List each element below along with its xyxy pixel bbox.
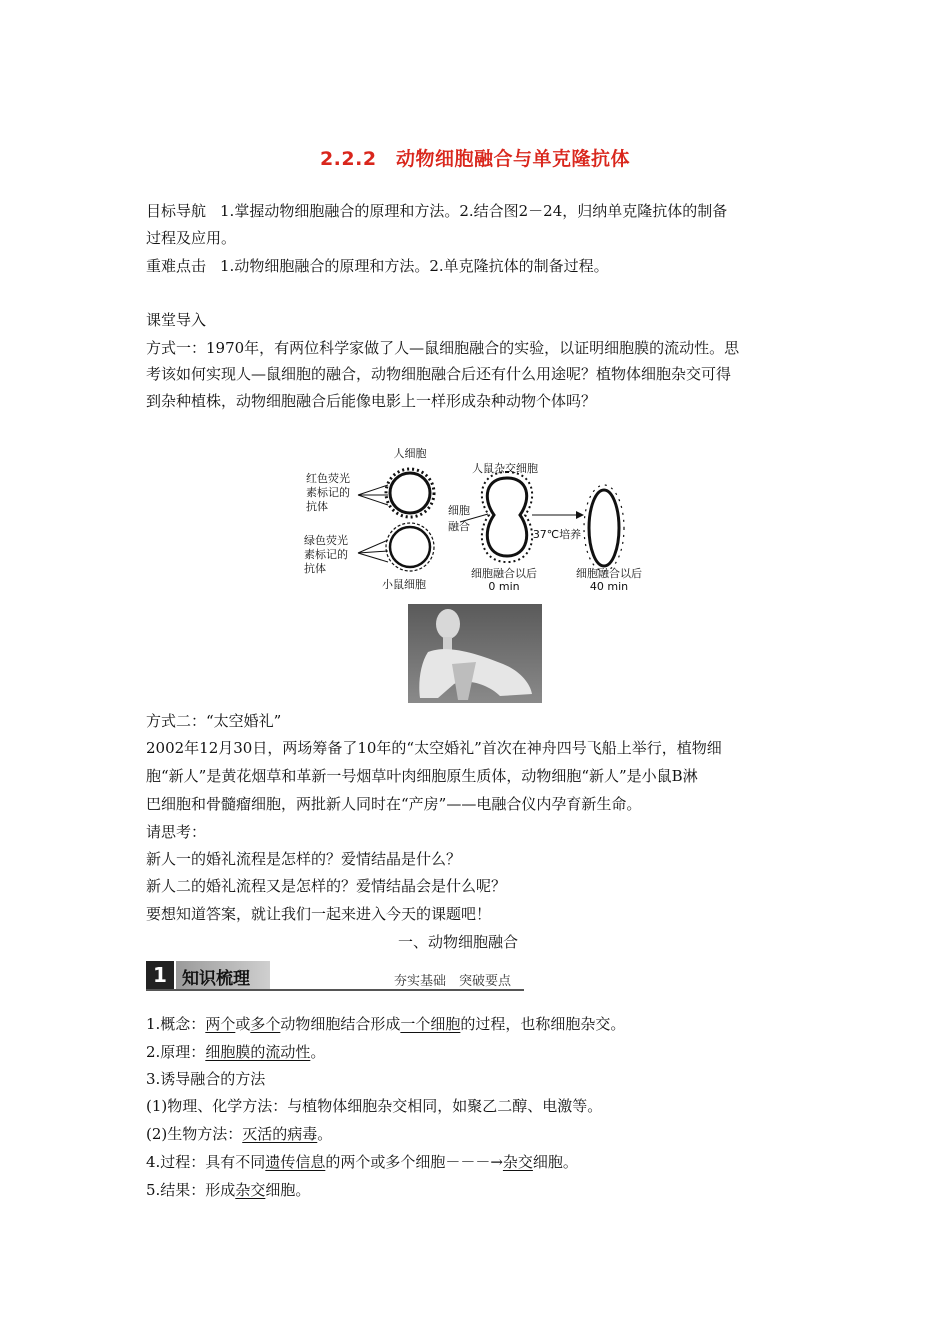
method-heading: 3.诱导融合的方法 [146, 1070, 266, 1088]
hybrid-cell-label: 人鼠杂交细胞 [472, 462, 538, 475]
goals-line-1 [146, 201, 816, 221]
after-0-label: 细胞融合以后 [471, 567, 537, 580]
way2-line-1: 2002年12月30日，两场筹备了10年的“太空婚礼”首次在神舟四号飞船上举行，植物细 [146, 739, 722, 757]
method-2-pre: (2)生物方法： [146, 1125, 243, 1143]
concept-answer-2: 多个 [250, 1015, 281, 1033]
concept-mid-1: 或 [235, 1015, 251, 1033]
alien-figure-photo [408, 604, 542, 703]
process-line [146, 1152, 816, 1172]
key-points-text: 1.动物细胞融合的原理和方法。2.单克隆抗体的制备过程。 [220, 257, 609, 275]
method-1-line: (1)物理、化学方法：与植物体细胞杂交相同，如聚乙二醇、电激等。 [146, 1097, 603, 1115]
way2-heading: 方式二：“太空婚礼” [146, 712, 282, 730]
way2-line-2: 胞“新人”是黄花烟草和革新一号烟草叶肉细胞原生质体，动物细胞“新人”是小鼠B淋 [146, 767, 698, 785]
concept-answer-1: 两个 [205, 1015, 236, 1033]
method-2-line [146, 1124, 816, 1144]
result-pre: 5.结果：形成 [146, 1181, 236, 1199]
banner-title: 知识梳理 [182, 969, 250, 989]
cell-fusion-figure [300, 440, 660, 600]
result-answer: 杂交 [235, 1181, 266, 1199]
principle-pre: 2.原理： [146, 1043, 206, 1061]
way2-line-5: 新人一的婚礼流程是怎样的？爱情结晶是什么？ [146, 850, 462, 868]
concept-line [146, 1014, 816, 1034]
way1-line-2: 考该如何实现人—鼠细胞的融合，动物细胞融合后还有什么用途呢？植物体细胞杂交可得 [146, 365, 732, 383]
red-label-2: 素标记的 [306, 486, 350, 499]
principle-answer: 细胞膜的流动性 [205, 1043, 311, 1061]
method-2-answer: 灭活的病毒 [242, 1125, 318, 1143]
concept-pre: 1.概念： [146, 1015, 206, 1033]
mouse-cell-label: 小鼠细胞 [382, 578, 426, 591]
human-cell-label: 人细胞 [393, 447, 427, 460]
principle-post: 。 [310, 1043, 326, 1061]
process-mid: 的两个或多个细胞－－－→ [325, 1153, 503, 1171]
way1-line-3: 到杂种植株，动物细胞融合后能像电影上一样形成杂种动物个体吗？ [146, 392, 597, 410]
key-points-line [146, 256, 816, 276]
intro-heading: 课堂导入 [146, 311, 207, 329]
result-line [146, 1180, 816, 1200]
way2-line-4: 请思考： [146, 823, 207, 841]
method-2-post: 。 [317, 1125, 333, 1143]
hybrid-cell-40min [584, 485, 624, 571]
page-title: 2.2.2 动物细胞融合与单克隆抗体 [319, 148, 631, 170]
concept-post: 的过程，也称细胞杂交。 [460, 1015, 626, 1033]
goals-label: 目标导航 [146, 202, 207, 220]
process-pre: 4.过程：具有不同 [146, 1153, 266, 1171]
concept-answer-3: 一个细胞 [400, 1015, 461, 1033]
green-label-3: 抗体 [304, 562, 326, 575]
culture-label: 37℃培养 [532, 528, 582, 541]
culture-arrow [532, 511, 584, 519]
way2-line-6: 新人二的婚礼流程又是怎样的？爱情结晶会是什么呢？ [146, 877, 507, 895]
red-label-3: 抗体 [306, 500, 328, 513]
principle-line [146, 1042, 816, 1062]
time-40-label: 40 min [589, 580, 629, 593]
mouse-cell [386, 523, 434, 571]
concept-mid-2: 动物细胞结合形成 [280, 1015, 401, 1033]
time-0-label: 0 min [488, 580, 520, 593]
banner-rule [146, 989, 524, 991]
way1-line-1: 方式一：1970年，有两位科学家做了人—鼠细胞融合的实验，以证明细胞膜的流动性。思 [146, 339, 740, 357]
process-post: 细胞。 [532, 1153, 578, 1171]
section-title: 一、动物细胞融合 [398, 933, 519, 951]
way2-line-3: 巴细胞和骨髓瘤细胞，两批新人同时在“产房”——电融合仪内孕育新生命。 [146, 795, 642, 813]
after-40-label: 细胞融合以后 [576, 567, 642, 580]
process-answer-2: 杂交 [502, 1153, 533, 1171]
fusion-label-1: 细胞 [448, 504, 470, 517]
process-answer-1: 遗传信息 [265, 1153, 326, 1171]
key-points-label: 重难点击 [146, 257, 207, 275]
way2-line-7: 要想知道答案，就让我们一起来进入今天的课题吧！ [146, 905, 492, 923]
green-label-1: 绿色荧光 [304, 534, 348, 547]
green-label-2: 素标记的 [304, 548, 348, 561]
fused-cell [482, 472, 532, 562]
goals-text-1: 1.掌握动物细胞融合的原理和方法。2.结合图2－24，归纳单克隆抗体的制备 [220, 202, 728, 220]
banner-subtitle: 夯实基础 突破要点 [394, 974, 512, 989]
human-cell [386, 469, 434, 517]
knowledge-banner [146, 961, 524, 991]
banner-number: 1 [146, 961, 174, 989]
result-post: 细胞。 [265, 1181, 311, 1199]
red-label-1: 红色荧光 [306, 472, 350, 485]
goals-line-2: 过程及应用。 [146, 229, 237, 247]
fusion-label-2: 融合 [448, 520, 470, 533]
